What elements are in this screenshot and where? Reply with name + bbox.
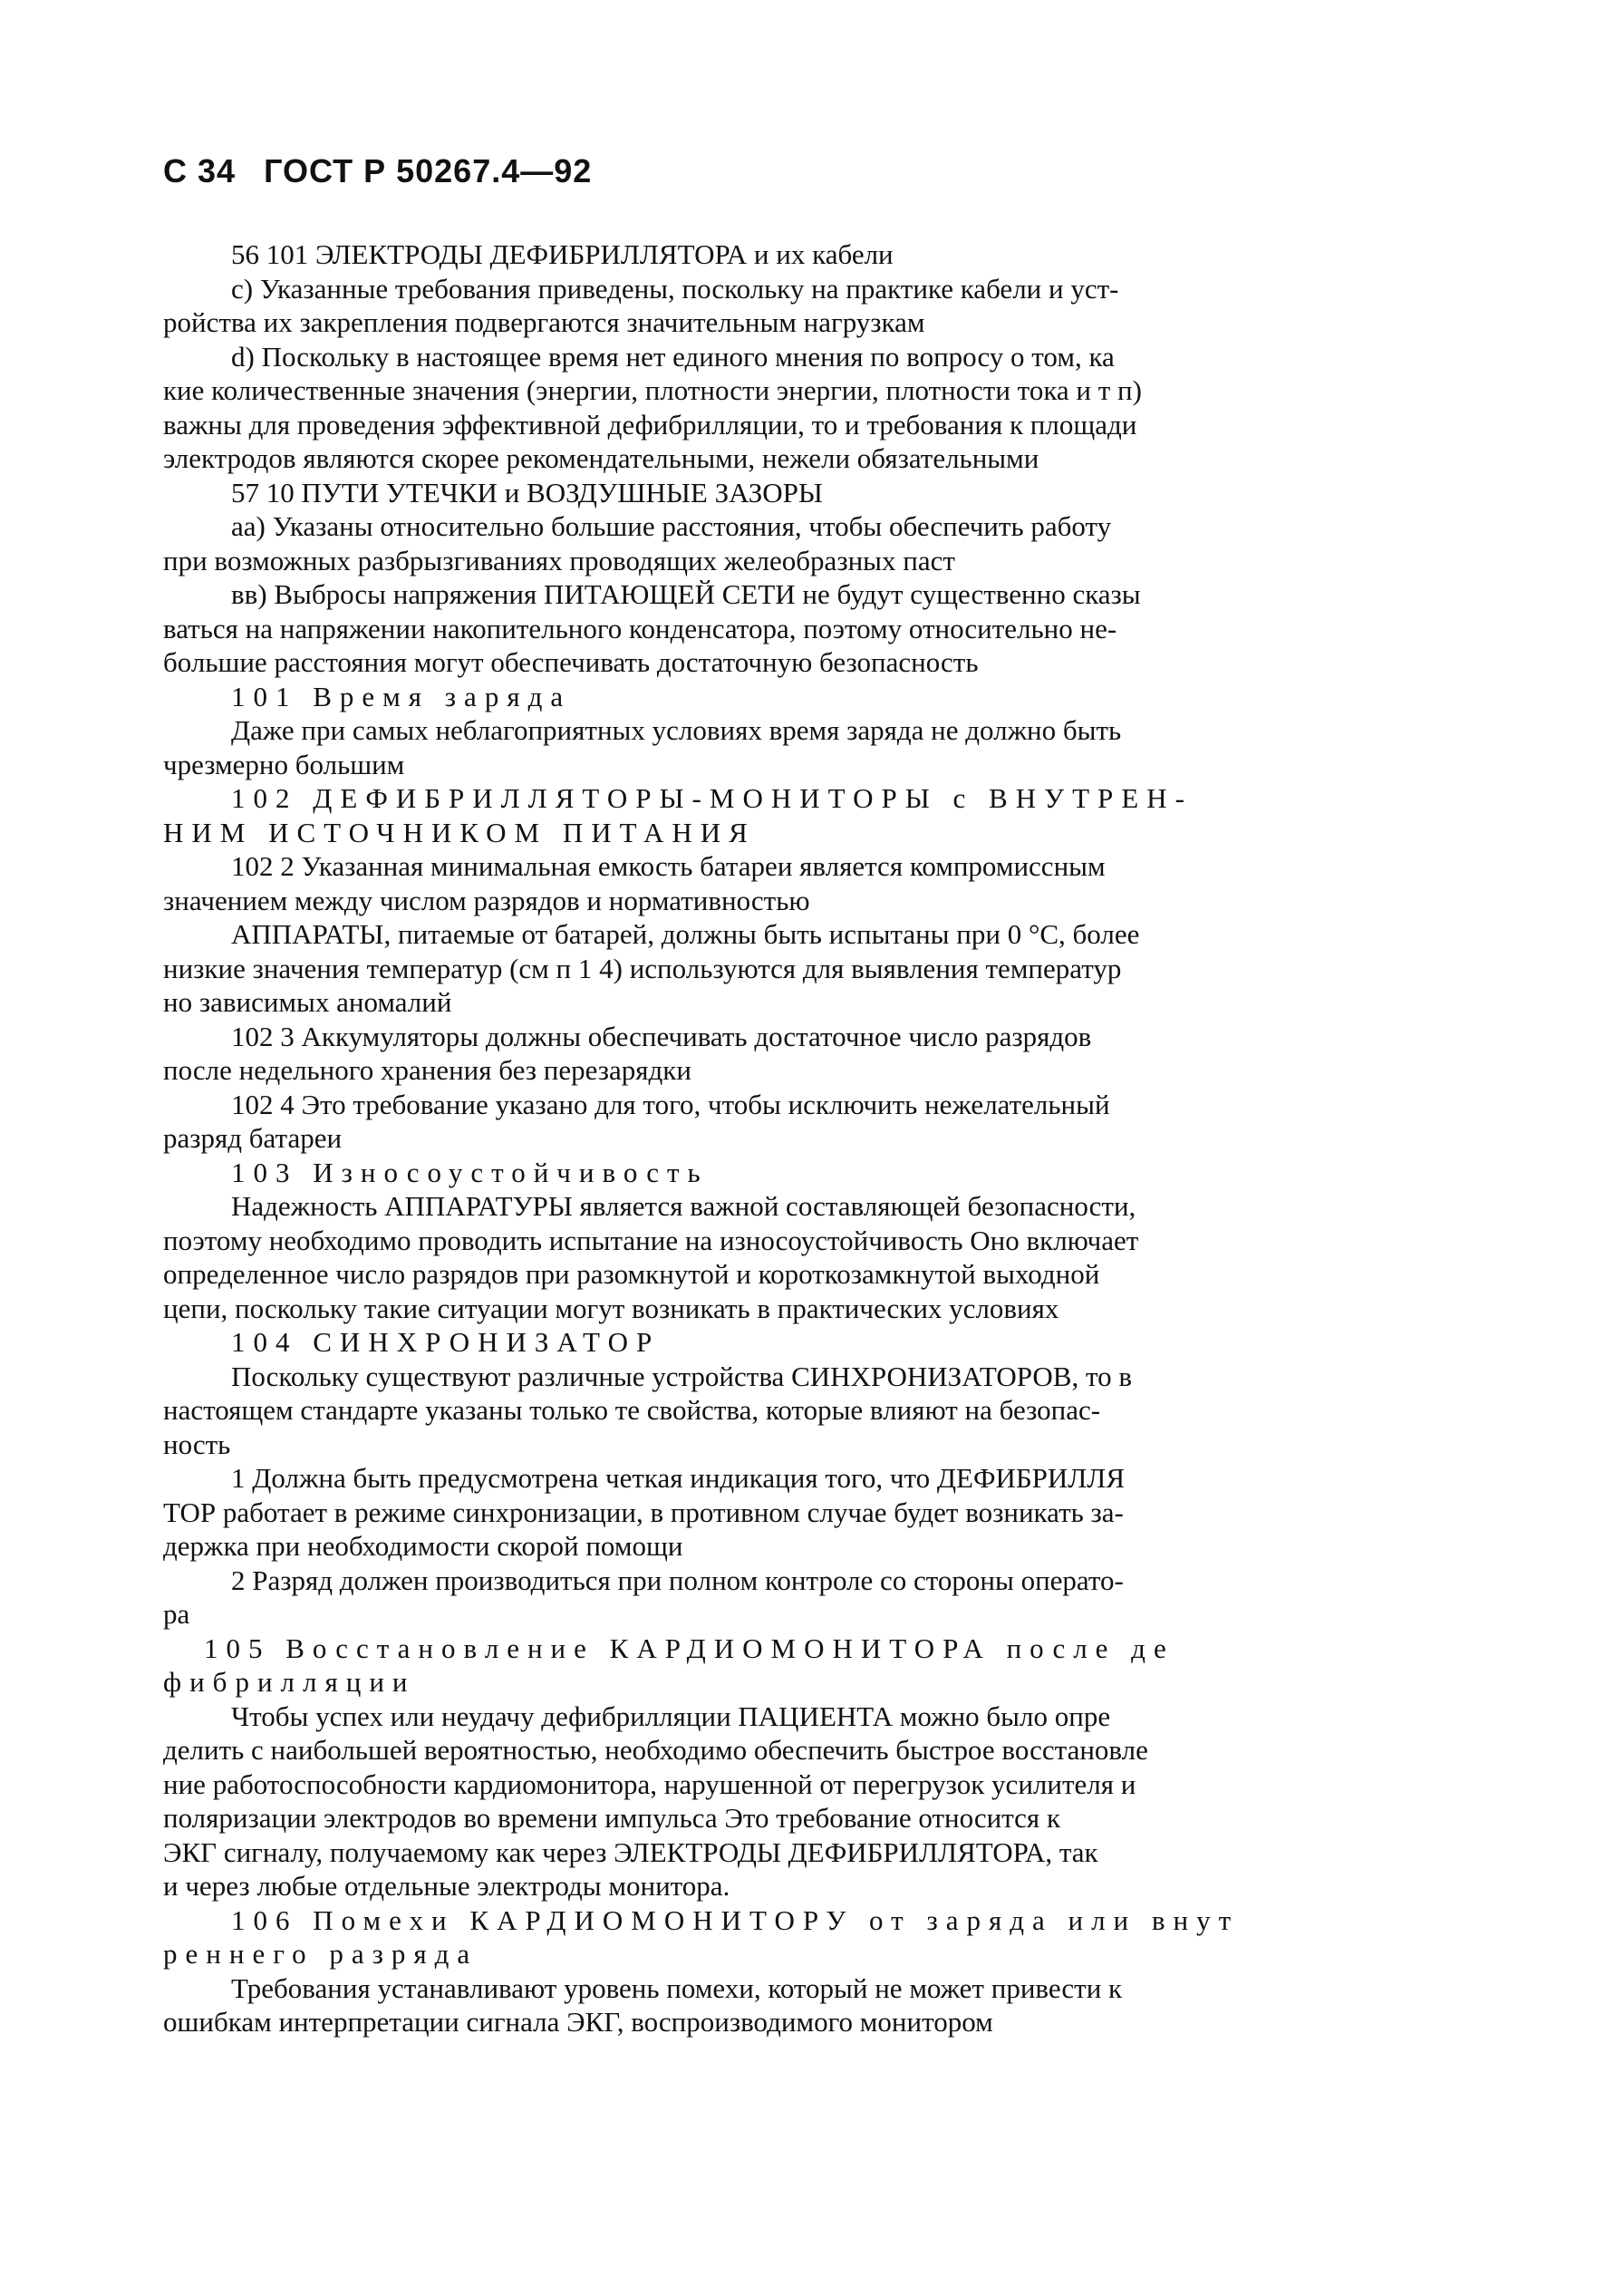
text-line: ошибкам интерпретации сигнала ЭКГ, воспроизводимого монитором bbox=[163, 2006, 993, 2038]
text-line: поляризации электродов во времени импульса Это требование относится к bbox=[163, 1802, 1061, 1834]
text-line: значением между числом разрядов и нормативностью bbox=[163, 884, 810, 916]
section-heading: НИМ ИСТОЧНИКОМ ПИТАНИЯ bbox=[163, 816, 756, 848]
text-line: делить с наибольшей вероятностью, необходимо обеспечить быстрое восстановле bbox=[163, 1734, 1148, 1766]
section-heading: 57 10 ПУТИ УТЕЧКИ и ВОЗДУШНЫЕ ЗАЗОРЫ bbox=[231, 476, 823, 508]
text-line: 102 2 Указанная минимальная емкость батареи является компромиссным bbox=[231, 850, 1106, 882]
text-line: ройства их закрепления подвергаются значительным нагрузкам bbox=[163, 306, 925, 338]
text-line: ТОР работает в режиме синхронизации, в противном случае будет возникать за- bbox=[163, 1496, 1124, 1528]
section-heading: 103 Износоустойчивость bbox=[231, 1156, 709, 1188]
section-heading: 104 СИНХРОНИЗАТОР bbox=[231, 1326, 661, 1358]
section-heading: 106 Помехи КАРДИОМОНИТОРУ от заряда или внут bbox=[231, 1903, 1240, 1936]
text-line: ние работоспособности кардиомонитора, нарушенной от перегрузок усилителя и bbox=[163, 1768, 1136, 1800]
text-line: d) Поскольку в настоящее время нет единого мнения по вопросу о том, ка bbox=[231, 340, 1115, 373]
text-line: с) Указанные требования приведены, поскольку на практике кабели и уст- bbox=[231, 272, 1119, 305]
text-line: определенное число разрядов при разомкнутой и короткозамкнутой выходной bbox=[163, 1258, 1100, 1290]
text-line: низкие значения температур (см п 1 4) используются для выявления температур bbox=[163, 952, 1122, 984]
text-line: разряд батареи bbox=[163, 1122, 343, 1154]
text-line: после недельного хранения без перезарядки bbox=[163, 1054, 691, 1086]
page-number: С 34 bbox=[163, 152, 237, 189]
text-line: и через любые отдельные электроды монитора. bbox=[163, 1870, 730, 1902]
text-line: держка при необходимости скорой помощи bbox=[163, 1530, 683, 1562]
text-line: Даже при самых неблагоприятных условиях время заряда не должно быть bbox=[231, 714, 1122, 746]
text-line: важны для проведения эффективной дефибрилляции, то и требования к площади bbox=[163, 408, 1137, 441]
text-line: Поскольку существуют различные устройства СИНХРОНИЗАТОРОВ, то в bbox=[231, 1360, 1132, 1392]
text-line: аа) Указаны относительно большие расстояния, чтобы обеспечить работу bbox=[231, 510, 1112, 542]
text-line: кие количественные значения (энергии, плотности энергии, плотности тока и т п) bbox=[163, 374, 1142, 406]
text-line: при возможных разбрызгиваниях проводящих желеобразных паст bbox=[163, 544, 955, 576]
text-line: чрезмерно большим bbox=[163, 748, 405, 780]
section-heading: 56 101 ЭЛЕКТРОДЫ ДЕФИБРИЛЛЯТОРА и их кабели bbox=[231, 238, 894, 270]
text-line: Надежность АППАРАТУРЫ является важной составляющей безопасности, bbox=[231, 1190, 1136, 1222]
text-line: вв) Выбросы напряжения ПИТАЮЩЕЙ СЕТИ не будут существенно сказы bbox=[231, 578, 1141, 610]
text-line: ра bbox=[163, 1598, 190, 1630]
text-line: большие расстояния могут обеспечивать достаточную безопасность bbox=[163, 646, 979, 678]
text-line: ЭКГ сигналу, получаемому как через ЭЛЕКТРОДЫ ДЕФИБРИЛЛЯТОРА, так bbox=[163, 1835, 1098, 1868]
document-body bbox=[163, 237, 1445, 2039]
text-line: ваться на напряжении накопительного конденсатора, поэтому относительно не- bbox=[163, 612, 1117, 644]
text-line: АППАРАТЫ, питаемые от батарей, должны быть испытаны при 0 °С, более bbox=[231, 918, 1140, 950]
text-line: электродов являются скорее рекомендательными, нежели обязательными bbox=[163, 442, 1039, 474]
text-line: ность bbox=[163, 1428, 231, 1460]
section-heading: реннего разряда bbox=[163, 1938, 478, 1970]
section-heading: 102 ДЕФИБРИЛЛЯТОРЫ-МОНИТОРЫ с ВНУТРЕН- bbox=[231, 782, 1193, 814]
text-line: 2 Разряд должен производиться при полном контроле со стороны операто- bbox=[231, 1564, 1124, 1596]
text-line: 102 4 Это требование указано для того, чтобы исключить нежелательный bbox=[231, 1088, 1110, 1120]
text-line: Требования устанавливают уровень помехи, который не может привести к bbox=[231, 1971, 1123, 2004]
text-line: цепи, поскольку такие ситуации могут возникать в практических условиях bbox=[163, 1292, 1059, 1324]
text-line: настоящем стандарте указаны только те свойства, которые влияют на безопас- bbox=[163, 1394, 1101, 1426]
page-header bbox=[163, 152, 610, 190]
section-heading: 105 Восстановление КАРДИОМОНИТОРА после де bbox=[204, 1632, 1174, 1664]
text-line: поэтому необходимо проводить испытание на износоустойчивость Оно включает bbox=[163, 1224, 1139, 1256]
text-line: но зависимых аномалий bbox=[163, 986, 452, 1018]
section-heading: фибрилляции bbox=[163, 1666, 416, 1698]
text-line: 102 3 Аккумуляторы должны обеспечивать достаточное число разрядов bbox=[231, 1020, 1092, 1052]
text-line: 1 Должна быть предусмотрена четкая индикация того, что ДЕФИБРИЛЛЯ bbox=[231, 1462, 1125, 1494]
standard-code: ГОСТ Р 50267.4—92 bbox=[264, 152, 593, 189]
section-heading: 101 Время заряда bbox=[231, 680, 572, 712]
text-line: Чтобы успех или неудачу дефибрилляции ПАЦИЕНТА можно было опре bbox=[231, 1700, 1111, 1732]
